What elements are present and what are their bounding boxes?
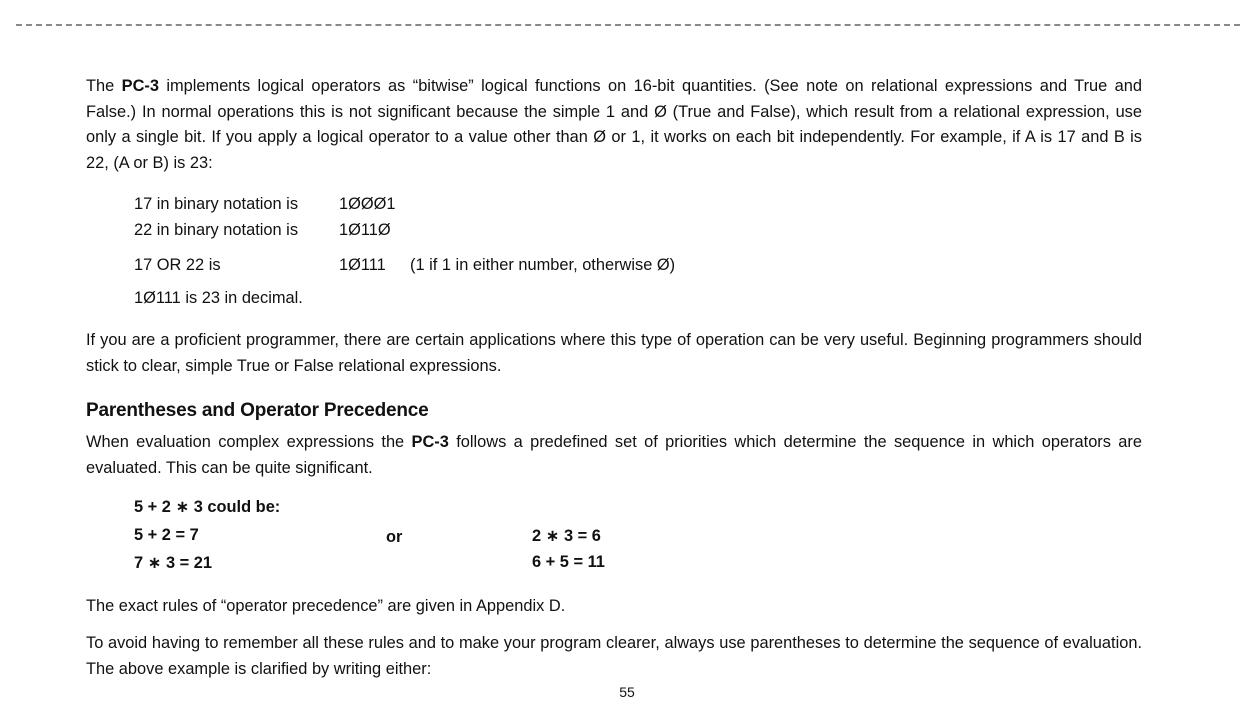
paragraph-programmers: If you are a proficient programmer, there are certain applications where this type of operation can be very useful. Beginning programmers should stick to clear, simple True or False relational expressions. bbox=[86, 331, 1142, 375]
precedence-right-line-1: 2 ∗ 3 = 6 bbox=[532, 527, 601, 545]
top-dashed-rule bbox=[16, 24, 1240, 29]
precedence-right-line-2: 6 + 5 = 11 bbox=[532, 553, 605, 571]
precedence-left-line-2: 7 ∗ 3 = 21 bbox=[134, 554, 212, 572]
paragraph-precedence-intro: When evaluation complex expressions the PC-3 follows a predefined set of priorities which determine the sequence in which operators are evaluated. This can be quite significant. bbox=[86, 433, 1142, 477]
section-heading: Parentheses and Operator Precedence bbox=[86, 400, 429, 421]
paragraph-parentheses: To avoid having to remember all these rules and to make your program clearer, always use parentheses to determine the sequence of evaluation. The above example is clarified by writing either: bbox=[86, 634, 1142, 678]
page-number: 55 bbox=[619, 684, 635, 700]
brand-pc3: PC-3 bbox=[121, 77, 159, 95]
paragraph-appendix: The exact rules of “operator precedence” are given in Appendix D. bbox=[86, 597, 566, 615]
precedence-or: or bbox=[386, 528, 403, 546]
paragraph-bitwise-intro: The PC-3 implements logical operators as “bitwise” logical functions on 16-bit quantities. (See note on relational expressions and True and False.) In normal operations this is not significant because the simple 1 and Ø (True and False), which result from a relational expression, use only a single bit. If you apply a logical operator to a value other than Ø or 1, it works on each bit independently. For example, if A is 17 and B is 22, (A or B) is 23: bbox=[86, 77, 1142, 172]
precedence-left-line-1: 5 + 2 = 7 bbox=[134, 526, 199, 544]
brand-pc3-2: PC-3 bbox=[411, 433, 449, 451]
precedence-example-heading: 5 + 2 ∗ 3 could be: bbox=[134, 498, 281, 516]
